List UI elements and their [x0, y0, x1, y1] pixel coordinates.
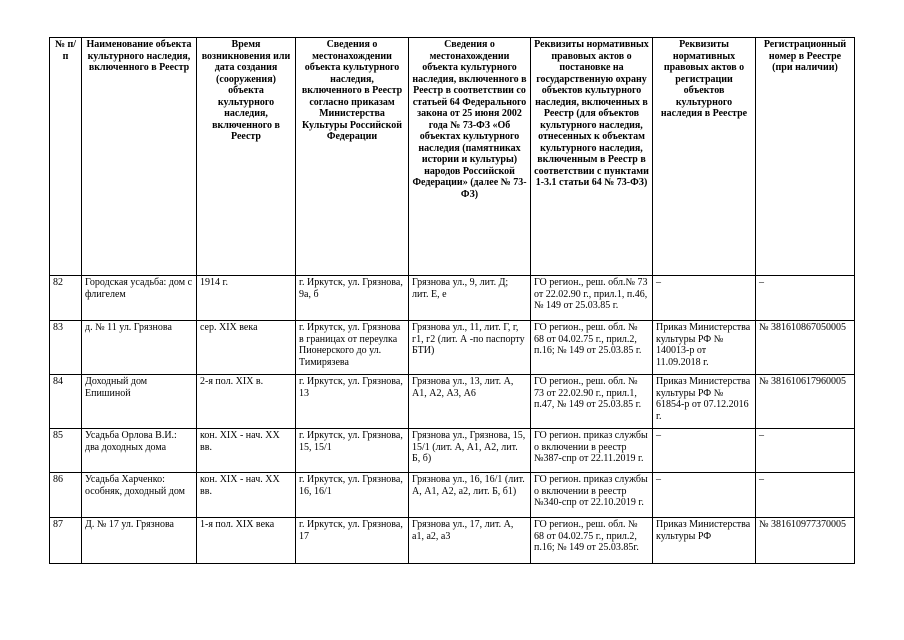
cell-number: 86	[50, 473, 82, 518]
cell-number: 87	[50, 518, 82, 564]
cell-protection-acts: ГО регион. приказ службы о включении в реестр №387-спр от 22.11.2019 г.	[531, 429, 653, 473]
cell-registration-number: –	[756, 276, 855, 321]
cell-number: 82	[50, 276, 82, 321]
cell-location-law: Грязнова ул., 11, лит. Г, г, г1, г2 (лит. А -по паспорту БТИ)	[409, 321, 531, 375]
table-row	[50, 321, 855, 375]
cell-location-law: Грязнова ул., 9, лит. Д; лит. Е, е	[409, 276, 531, 321]
cell-registration-number: –	[756, 473, 855, 518]
cell-creation-date: 1914 г.	[197, 276, 296, 321]
cell-registration-acts: –	[653, 473, 756, 518]
header-object-name: Наименование объекта культурного наследия, включенного в Реестр	[82, 38, 197, 276]
cell-protection-acts: ГО регион. приказ службы о включении в реестр №340-спр от 22.10.2019 г.	[531, 473, 653, 518]
cell-registration-acts: –	[653, 276, 756, 321]
header-protection-acts: Реквизиты нормативных правовых актов о постановке на государственную охрану объектов культурного наследия, включенных в Реестр (для объектов культурного наследия, отнесенных к объектам культурного наследия, включенным в Реестр в соответствии с пунктами 1-3.1 статьи 64 № 73-ФЗ)	[531, 38, 653, 276]
cell-location-ministry: г. Иркутск, ул. Грязнова в границах от переулка Пионерского до ул. Тимирязева	[296, 321, 409, 375]
cell-registration-acts: Приказ Министерства культуры РФ № 140013-р от 11.09.2018 г.	[653, 321, 756, 375]
cell-location-law: Грязнова ул., Грязнова, 15, 15/1 (лит. А, А1, А2, лит. Б, б)	[409, 429, 531, 473]
heritage-registry-table	[49, 37, 855, 564]
cell-protection-acts: ГО регион., реш. обл. № 73 от 22.02.90 г., прил.1, п.47, № 149 от 25.03.85 г.	[531, 375, 653, 429]
cell-registration-acts: Приказ Министерства культуры РФ № 61854-р от 07.12.2016 г.	[653, 375, 756, 429]
table-row	[50, 429, 855, 473]
cell-creation-date: кон. XIX - нач. XX вв.	[197, 473, 296, 518]
cell-creation-date: 1-я пол. XIX века	[197, 518, 296, 564]
table-row	[50, 375, 855, 429]
table-row	[50, 276, 855, 321]
cell-creation-date: кон. XIX - нач. XX вв.	[197, 429, 296, 473]
cell-registration-acts: –	[653, 429, 756, 473]
cell-number: 85	[50, 429, 82, 473]
cell-number: 84	[50, 375, 82, 429]
cell-location-ministry: г. Иркутск, ул. Грязнова, 16, 16/1	[296, 473, 409, 518]
cell-protection-acts: ГО регион., реш. обл. № 68 от 04.02.75 г., прил.2, п.16; № 149 от 25.03.85г.	[531, 518, 653, 564]
cell-number: 83	[50, 321, 82, 375]
cell-creation-date: сер. XIX века	[197, 321, 296, 375]
cell-protection-acts: ГО регион., реш. обл.№ 73 от 22.02.90 г., прил.1, п.46, № 149 от 25.03.85 г.	[531, 276, 653, 321]
cell-object-name: Д. № 17 ул. Грязнова	[82, 518, 197, 564]
header-location-law: Сведения о местонахождении объекта культурного наследия, включенного в Реестр в соответствии со статьей 64 Федерального закона от 25 июня 2002 года № 73-ФЗ «Об объектах культурного наследия (памятниках истории и культуры) народов Российской Федерации» (далее № 73-ФЗ)	[409, 38, 531, 276]
table-row	[50, 518, 855, 564]
header-number: № п/п	[50, 38, 82, 276]
cell-location-law: Грязнова ул., 17, лит. А, а1, а2, а3	[409, 518, 531, 564]
cell-location-law: Грязнова ул., 16, 16/1 (лит. А, А1, А2, а2, лит. Б, б1)	[409, 473, 531, 518]
cell-registration-number: № 381610977370005	[756, 518, 855, 564]
cell-creation-date: 2-я пол. XIX в.	[197, 375, 296, 429]
cell-object-name: Усадьба Орлова В.И.: два доходных дома	[82, 429, 197, 473]
cell-object-name: Усадьба Харченко: особняк, доходный дом	[82, 473, 197, 518]
header-registration-number: Регистрационный номер в Реестре (при наличии)	[756, 38, 855, 276]
cell-location-law: Грязнова ул., 13, лит. А, А1, А2, А3, А6	[409, 375, 531, 429]
cell-location-ministry: г. Иркутск, ул. Грязнова, 13	[296, 375, 409, 429]
cell-registration-acts: Приказ Министерства культуры РФ	[653, 518, 756, 564]
cell-location-ministry: г. Иркутск, ул. Грязнова, 15, 15/1	[296, 429, 409, 473]
table-header-row	[50, 38, 855, 276]
cell-object-name: д. № 11 ул. Грязнова	[82, 321, 197, 375]
table-row	[50, 473, 855, 518]
cell-registration-number: № 381610867050005	[756, 321, 855, 375]
cell-registration-number: № 381610617960005	[756, 375, 855, 429]
header-location-ministry: Сведения о местонахождении объекта культурного наследия, включенного в Реестр согласно приказам Министерства Культуры Российской Федерации	[296, 38, 409, 276]
cell-location-ministry: г. Иркутск, ул. Грязнова, 17	[296, 518, 409, 564]
header-creation-date: Время возникновения или дата создания (сооружения) объекта культурного наследия, включенного в Реестр	[197, 38, 296, 276]
cell-location-ministry: г. Иркутск, ул. Грязнова, 9а, б	[296, 276, 409, 321]
cell-object-name: Городская усадьба: дом с флигелем	[82, 276, 197, 321]
cell-object-name: Доходный дом Епишиной	[82, 375, 197, 429]
header-registration-acts: Реквизиты нормативных правовых актов о регистрации объектов культурного наследия в Реестре	[653, 38, 756, 276]
cell-registration-number: –	[756, 429, 855, 473]
cell-protection-acts: ГО регион., реш. обл. № 68 от 04.02.75 г., прил.2, п.16; № 149 от 25.03.85 г.	[531, 321, 653, 375]
